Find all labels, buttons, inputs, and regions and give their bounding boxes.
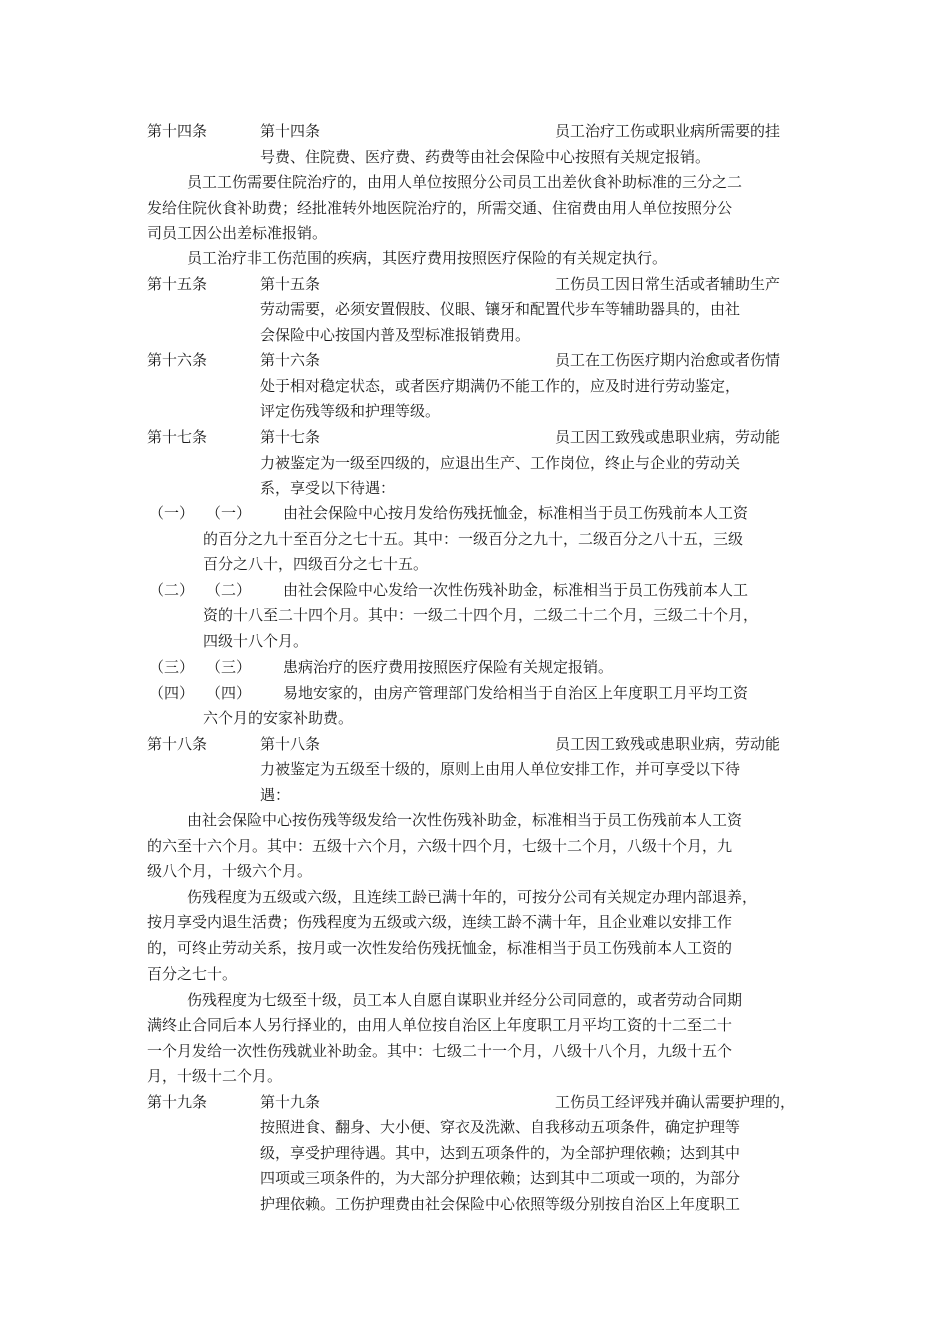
article-text-line: 员工治疗工伤或职业病所需要的挂 [555, 122, 781, 140]
paragraph-line: 的，可终止劳动关系，按月或一次性发给伤残抚恤金，标准相当于员工伤残前本人工资的 [147, 939, 733, 957]
paragraph-line: 伤残程度为五级或六级，且连续工龄已满十年的，可按分公司有关规定办理内部退养， [187, 888, 758, 906]
article-text-line: 员工因工致残或患职业病，劳动能 [555, 428, 781, 446]
paragraph-line: 由社会保险中心按伤残等级发给一次性伤残补助金，标准相当于员工伤残前本人工资 [187, 811, 743, 829]
item-text-line: 易地安家的，由房产管理部门发给相当于自治区上年度职工月平均工资 [283, 684, 749, 702]
item-text-line: 四级十八个月。 [203, 632, 309, 650]
article-label-duplicate: 第十五条 [260, 275, 321, 293]
paragraph-line: 司员工因公出差标准报销。 [147, 224, 328, 242]
paragraph-line: 的六至十六个月。其中：五级十六个月，六级十四个月，七级十二个月，八级十个月，九 [147, 837, 733, 855]
article-text-line: 会保险中心按国内普及型标准报销费用。 [260, 326, 531, 344]
article-text-line: 级，享受护理待遇。其中，达到五项条件的，为全部护理依赖；达到其中 [260, 1144, 741, 1162]
item-label-duplicate: （三） [206, 658, 252, 676]
article-label-duplicate: 第十四条 [260, 122, 321, 140]
article-text-line: 按照进食、翻身、大小便、穿衣及洗漱、自我移动五项条件，确定护理等 [260, 1118, 741, 1136]
item-text-line: 六个月的安家补助费。 [203, 709, 354, 727]
article-text-line: 工伤员工经评残并确认需要护理的， [555, 1093, 796, 1111]
paragraph-line: 按月享受内退生活费；伤残程度为五级或六级，连续工龄不满十年，且企业难以安排工作 [147, 913, 733, 931]
item-label-duplicate: （一） [206, 504, 252, 522]
paragraph-line: 百分之七十。 [147, 965, 238, 983]
item-label-duplicate: （二） [206, 581, 252, 599]
item-text-line: 百分之八十，四级百分之七十五。 [203, 555, 429, 573]
item-text-line: 患病治疗的医疗费用按照医疗保险有关规定报销。 [283, 658, 614, 676]
article-text-line: 处于相对稳定状态，或者医疗期满仍不能工作的，应及时进行劳动鉴定， [260, 377, 741, 395]
article-text-line: 工伤员工因日常生活或者辅助生产 [555, 275, 781, 293]
article-text-line: 护理依赖。工伤护理费由社会保险中心依照等级分别按自治区上年度职工 [260, 1195, 741, 1213]
paragraph-line: 级八个月，十级六个月。 [147, 862, 313, 880]
article-label-duplicate: 第十八条 [260, 735, 321, 753]
article-text-line: 系，享受以下待遇： [260, 479, 396, 497]
article-label-duplicate: 第十七条 [260, 428, 321, 446]
article-label: 第十七条 [147, 428, 208, 446]
article-label-duplicate: 第十九条 [260, 1093, 321, 1111]
paragraph-line: 满终止合同后本人另行择业的，由用人单位按自治区上年度职工月平均工资的十二至二十 [147, 1016, 733, 1034]
item-text-line: 资的十八至二十四个月。其中：一级二十四个月，二级二十二个月，三级二十个月， [203, 606, 759, 624]
item-text-line: 的百分之九十至百分之七十五。其中：一级百分之九十，二级百分之八十五，三级 [203, 530, 744, 548]
paragraph-line: 伤残程度为七级至十级，员工本人自愿自谋职业并经分公司同意的，或者劳动合同期 [187, 991, 743, 1009]
article-text-line: 遇： [260, 786, 291, 804]
item-label: （二） [149, 581, 195, 599]
article-label: 第十八条 [147, 735, 208, 753]
item-label: （四） [149, 684, 195, 702]
paragraph-line: 月，十级十二个月。 [147, 1067, 283, 1085]
item-label-duplicate: （四） [206, 684, 252, 702]
paragraph-line: 员工治疗非工伤范围的疾病，其医疗费用按照医疗保险的有关规定执行。 [187, 249, 668, 267]
item-text-line: 由社会保险中心发给一次性伤残补助金，标准相当于员工伤残前本人工 [283, 581, 749, 599]
article-text-line: 员工因工致残或患职业病，劳动能 [555, 735, 781, 753]
article-text-line: 劳动需要，必须安置假肢、仪眼、镶牙和配置代步车等辅助器具的，由社 [260, 300, 741, 318]
article-label: 第十六条 [147, 351, 208, 369]
article-label: 第十四条 [147, 122, 208, 140]
article-label: 第十五条 [147, 275, 208, 293]
item-text-line: 由社会保险中心按月发给伤残抚恤金，标准相当于员工伤残前本人工资 [283, 504, 749, 522]
item-label: （三） [149, 658, 195, 676]
paragraph-line: 员工工伤需要住院治疗的，由用人单位按照分公司员工出差伙食补助标准的三分之二 [187, 173, 743, 191]
article-text-line: 力被鉴定为一级至四级的，应退出生产、工作岗位，终止与企业的劳动关 [260, 454, 741, 472]
article-label-duplicate: 第十六条 [260, 351, 321, 369]
article-text-line: 员工在工伤医疗期内治愈或者伤情 [555, 351, 781, 369]
item-label: （一） [149, 504, 195, 522]
article-text-line: 评定伤残等级和护理等级。 [260, 402, 441, 420]
paragraph-line: 发给住院伙食补助费；经批准转外地医院治疗的，所需交通、住宿费由用人单位按照分公 [147, 199, 733, 217]
article-text-line: 号费、住院费、医疗费、药费等由社会保险中心按照有关规定报销。 [260, 148, 711, 166]
article-label: 第十九条 [147, 1093, 208, 1111]
article-text-line: 力被鉴定为五级至十级的，原则上由用人单位安排工作，并可享受以下待 [260, 760, 741, 778]
article-text-line: 四项或三项条件的，为大部分护理依赖；达到其中二项或一项的，为部分 [260, 1169, 741, 1187]
paragraph-line: 一个月发给一次性伤残就业补助金。其中：七级二十一个月，八级十八个月，九级十五个 [147, 1042, 733, 1060]
